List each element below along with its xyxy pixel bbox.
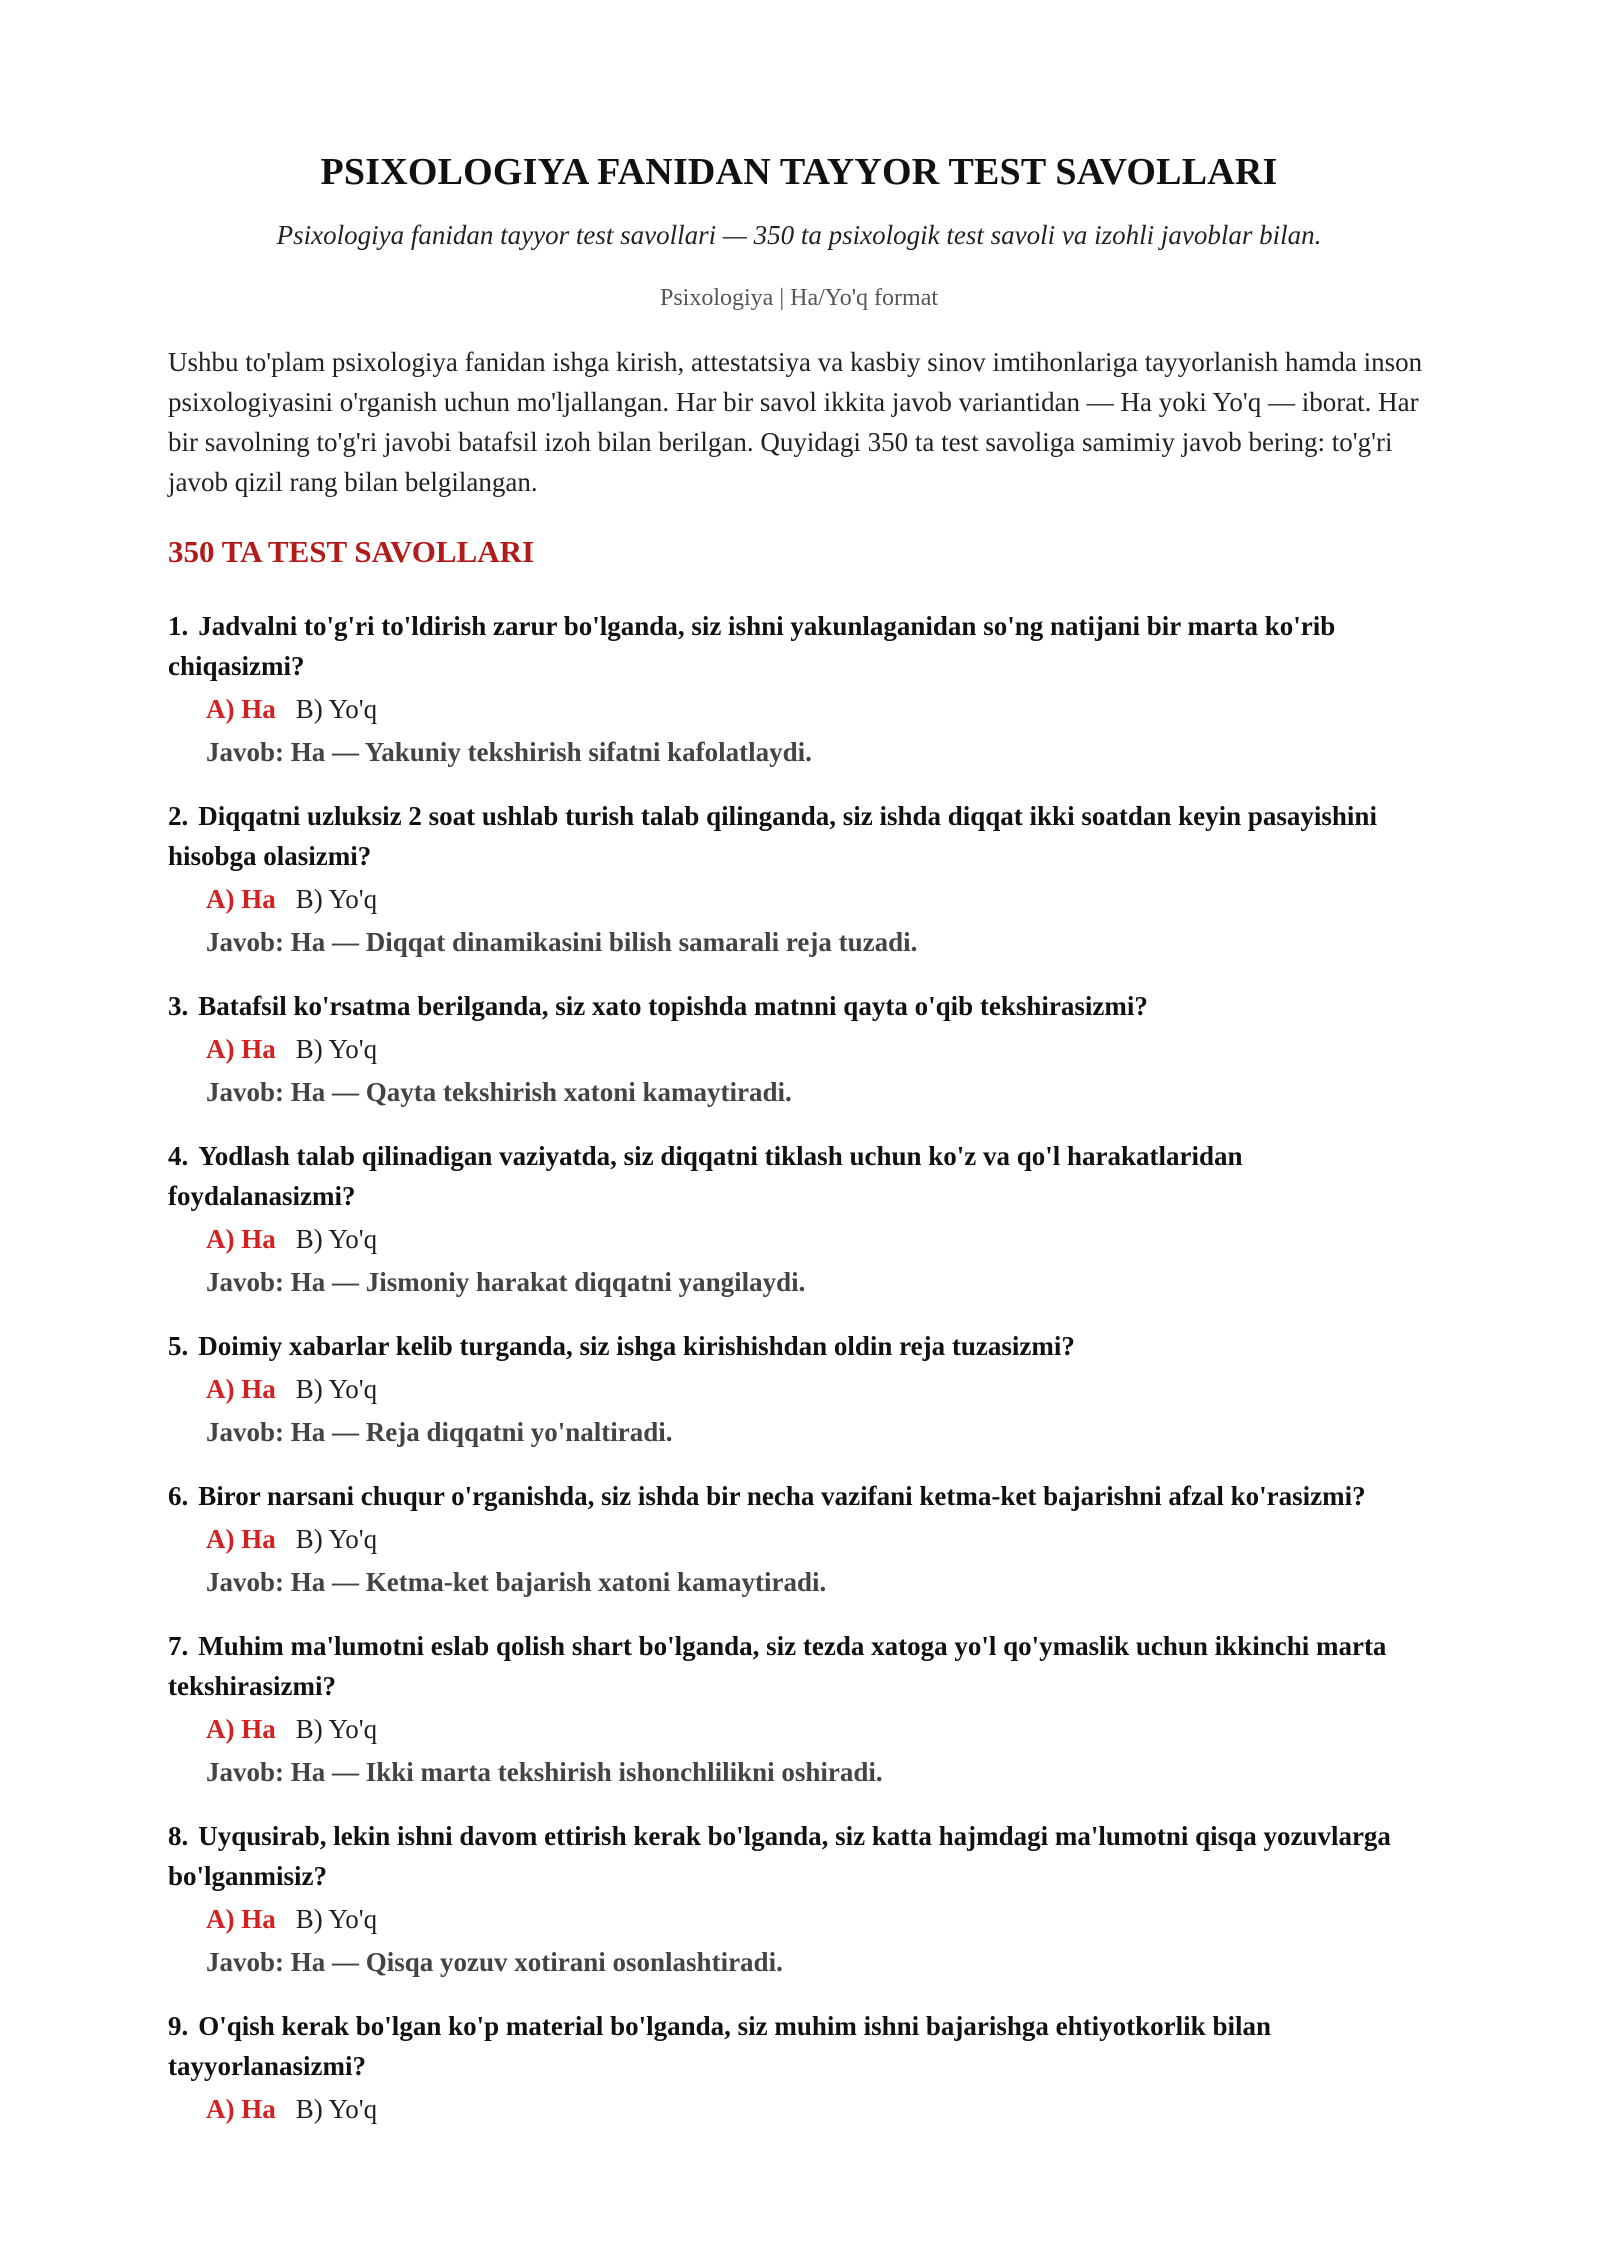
question-body: Yodlash talab qilinadigan vaziyatda, siz diqqatni tiklash uchun ko'z va qo'l harakatlaridan foydalanasizmi?: [168, 1141, 1243, 1211]
question-number: 7.: [168, 1631, 189, 1661]
question-item: [168, 796, 1430, 962]
question-body: O'qish kerak bo'lgan ko'p material bo'lganda, siz muhim ishni bajarishga ehtiyotkorlik bilan tayyorlanasizmi?: [168, 2011, 1271, 2081]
question-number: 9.: [168, 2011, 189, 2041]
question-body: Uyqusirab, lekin ishni davom ettirish kerak bo'lganda, siz katta hajmdagi ma'lumotni qisqa yozuvlarga bo'lganmisiz?: [168, 1821, 1391, 1891]
option-a[interactable]: A) Ha: [206, 1374, 276, 1404]
answer-explanation: Javob: Ha — Yakuniy tekshirish sifatni kafolatlaydi.: [206, 737, 812, 767]
question-item: [168, 1136, 1430, 1302]
question-body: Biror narsani chuqur o'rganishda, siz ishda bir necha vazifani ketma-ket bajarishni afzal ko'rasizmi?: [198, 1481, 1366, 1511]
section-heading: 350 TA TEST SAVOLLARI: [168, 534, 535, 569]
option-a[interactable]: A) Ha: [206, 694, 276, 724]
question-text: [168, 1626, 1430, 1706]
question-item: [168, 1476, 1430, 1602]
option-a[interactable]: A) Ha: [206, 1904, 276, 1934]
document-intro: Ushbu to'plam psixologiya fanidan ishga kirish, attestatsiya va kasbiy sinov imtihonlariga tayyorlanish hamda inson psixologiyasini o'rganish uchun mo'ljallangan. Har bir savol ikkita javob variantidan — Ha yoki Yo'q — iborat. Har bir savolning to'g'ri javobi batafsil izoh bilan berilgan. Quyidagi 350 ta test savoliga samimiy javob bering: to'g'ri javob qizil rang bilan belgilangan.: [168, 347, 1423, 497]
question-number: 4.: [168, 1141, 189, 1171]
option-b[interactable]: B) Yo'q: [295, 1224, 378, 1254]
option-a[interactable]: A) Ha: [206, 2094, 276, 2124]
option-b[interactable]: B) Yo'q: [295, 2094, 378, 2124]
question-item: [168, 1626, 1430, 1792]
answer-explanation: Javob: Ha — Ikki marta tekshirish ishonchlilikni oshiradi.: [206, 1757, 883, 1787]
option-a[interactable]: A) Ha: [206, 1034, 276, 1064]
question-text: [168, 1326, 1430, 1366]
answer-options: [206, 1219, 1430, 1259]
option-a[interactable]: A) Ha: [206, 1224, 276, 1254]
option-b[interactable]: B) Yo'q: [295, 1904, 378, 1934]
question-number: 5.: [168, 1331, 189, 1361]
question-item: [168, 1816, 1430, 1982]
option-b[interactable]: B) Yo'q: [295, 1714, 378, 1744]
answer-options: [206, 879, 1430, 919]
option-a[interactable]: A) Ha: [206, 884, 276, 914]
answer-options: [206, 2089, 1430, 2129]
option-b[interactable]: B) Yo'q: [295, 884, 378, 914]
answer-explanation: Javob: Ha — Qayta tekshirish xatoni kamaytiradi.: [206, 1077, 792, 1107]
option-a[interactable]: A) Ha: [206, 1524, 276, 1554]
answer-options: [206, 689, 1430, 729]
document-subtitle: Psixologiya fanidan tayyor test savollari — 350 ta psixologik test savoli va izohli javoblar bilan.: [276, 220, 1322, 250]
document-page: [168, 150, 1430, 2153]
question-list: [168, 606, 1430, 2129]
question-item: [168, 1326, 1430, 1452]
option-b[interactable]: B) Yo'q: [295, 1524, 378, 1554]
document-meta: Psixologiya | Ha/Yo'q format: [659, 285, 939, 311]
question-body: Muhim ma'lumotni eslab qolish shart bo'lganda, siz tezda xatoga yo'l qo'ymaslik uchun ikkinchi marta tekshirasizmi?: [168, 1631, 1387, 1701]
question-text: [168, 1476, 1430, 1516]
question-text: [168, 1816, 1430, 1896]
answer-options: [206, 1519, 1430, 1559]
question-body: Jadvalni to'g'ri to'ldirish zarur bo'lganda, siz ishni yakunlaganidan so'ng natijani bir marta ko'rib chiqasizmi?: [168, 611, 1336, 681]
answer-options: [206, 1029, 1430, 1069]
question-number: 6.: [168, 1481, 189, 1511]
answer-options: [206, 1709, 1430, 1749]
question-text: [168, 986, 1430, 1026]
answer-options: [206, 1899, 1430, 1939]
question-number: 8.: [168, 1821, 189, 1851]
answer-explanation: Javob: Ha — Ketma-ket bajarish xatoni kamaytiradi.: [206, 1567, 827, 1597]
question-text: [168, 1136, 1430, 1216]
document-title: PSIXOLOGIYA FANIDAN TAYYOR TEST SAVOLLARI: [320, 151, 1278, 193]
answer-options: [206, 1369, 1430, 1409]
option-b[interactable]: B) Yo'q: [295, 694, 378, 724]
question-item: [168, 2006, 1430, 2129]
question-number: 1.: [168, 611, 189, 641]
option-a[interactable]: A) Ha: [206, 1714, 276, 1744]
option-b[interactable]: B) Yo'q: [295, 1034, 378, 1064]
question-text: [168, 606, 1430, 686]
question-item: [168, 606, 1430, 772]
question-number: 3.: [168, 991, 189, 1021]
question-body: Batafsil ko'rsatma berilganda, siz xato topishda matnni qayta o'qib tekshirasizmi?: [198, 991, 1148, 1021]
answer-explanation: Javob: Ha — Qisqa yozuv xotirani osonlashtiradi.: [206, 1947, 783, 1977]
question-item: [168, 986, 1430, 1112]
option-b[interactable]: B) Yo'q: [295, 1374, 378, 1404]
question-text: [168, 796, 1430, 876]
question-text: [168, 2006, 1430, 2086]
question-body: Diqqatni uzluksiz 2 soat ushlab turish talab qilinganda, siz ishda diqqat ikki soatdan keyin pasayishini hisobga olasizmi?: [168, 801, 1377, 871]
question-number: 2.: [168, 801, 189, 831]
answer-explanation: Javob: Ha — Diqqat dinamikasini bilish samarali reja tuzadi.: [206, 927, 918, 957]
answer-explanation: Javob: Ha — Reja diqqatni yo'naltiradi.: [206, 1417, 673, 1447]
answer-explanation: Javob: Ha — Jismoniy harakat diqqatni yangilaydi.: [206, 1267, 806, 1297]
question-body: Doimiy xabarlar kelib turganda, siz ishga kirishishdan oldin reja tuzasizmi?: [198, 1331, 1075, 1361]
